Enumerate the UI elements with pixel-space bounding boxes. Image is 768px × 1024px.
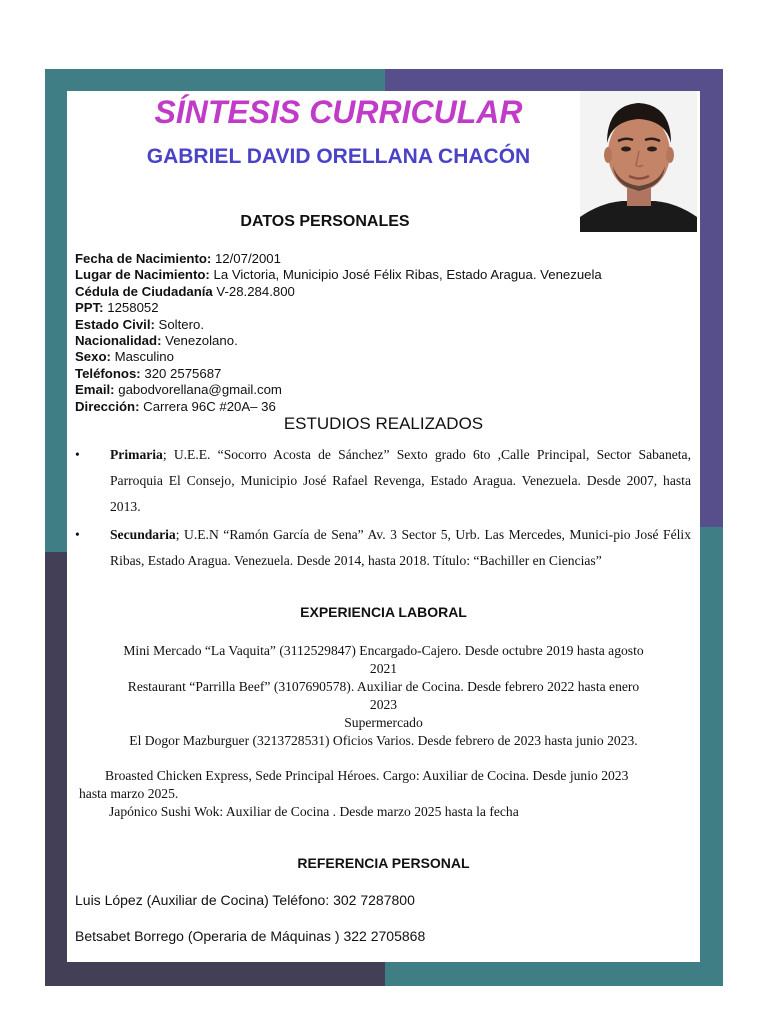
field-label: Teléfonos: xyxy=(75,365,141,381)
personal-data-row xyxy=(75,382,602,398)
education-level: Primaria xyxy=(110,447,163,462)
email-value: gabodvorellana@gmail.com xyxy=(114,382,282,398)
field-label: Fecha de Nacimiento: xyxy=(75,251,212,266)
education-item-primary xyxy=(75,442,691,520)
education-details: ; U.E.E. “Socorro Acosta de Sánchez” Sexto grado 6to ,Calle Principal, Sector Sabaneta, Parroquia El Consejo, Municipio José Rafael Revenga, Estado Aragua. Venezuela. Desde 2007, hasta 2013. xyxy=(110,447,691,514)
personal-data-row xyxy=(75,284,602,300)
personal-data-row xyxy=(75,366,602,382)
experience-heading: EXPERIENCIA LABORAL xyxy=(300,604,467,620)
personal-data-row xyxy=(75,300,602,316)
field-label: Sexo: xyxy=(75,349,111,365)
personal-data-row xyxy=(75,251,602,267)
field-value: Soltero. xyxy=(154,316,204,332)
personal-data-row xyxy=(75,317,602,333)
bullet-icon: • xyxy=(75,447,80,462)
field-label: PPT: xyxy=(75,300,104,316)
field-label: Nacionalidad: xyxy=(75,333,162,349)
field-value: Masculino xyxy=(110,349,174,365)
education-item-secondary xyxy=(75,522,691,574)
education-details: ; U.E.N “Ramón García de Sena” Av. 3 Sector 5, Urb. Las Mercedes, Munici-pio José Félix Ribas, Estado Aragua. Venezuela. Desde 2014, hasta 2018. Título: “Bachiller en Ciencias” xyxy=(110,527,691,568)
candidate-name: GABRIEL DAVID ORELLANA CHACÓN xyxy=(146,145,531,168)
job-line: Mini Mercado “La Vaquita” (3112529847) Encargado-Cajero. Desde octubre 2019 hasta agosto xyxy=(123,643,644,658)
personal-data-row xyxy=(75,267,602,283)
field-label: Email: xyxy=(75,382,115,398)
references-heading: REFERENCIA PERSONAL xyxy=(297,855,470,871)
personal-data-row xyxy=(75,399,602,415)
personal-data-heading: DATOS PERSONALES xyxy=(240,213,410,230)
education-level: Secundaria xyxy=(110,527,176,542)
job-broasted-chicken: Broasted Chicken Express, Sede Principal Héroes. Cargo: Auxiliar de Cocina. Desde junio 2023 xyxy=(105,768,629,783)
field-value: V-28.284.800 xyxy=(212,283,295,299)
field-label: Dirección: xyxy=(75,398,140,414)
job-line: Restaurant “Parrilla Beef” (3107690578). Auxiliar de Cocina. Desde febrero 2022 hasta enero xyxy=(127,679,640,694)
reference-item: Luis López (Auxiliar de Cocina) Teléfono: 302 7287800 xyxy=(75,892,415,908)
job-line: 2023 xyxy=(369,697,398,712)
resume-title: SÍNTESIS CURRICULAR xyxy=(154,94,523,130)
field-value: 1258052 xyxy=(103,300,159,316)
field-label: Lugar de Nacimiento: xyxy=(75,267,210,283)
job-sushi-wok: Japónico Sushi Wok: Auxiliar de Cocina . Desde marzo 2025 hasta la fecha xyxy=(109,804,519,819)
personal-data-row xyxy=(75,349,602,365)
personal-data-row xyxy=(75,333,602,349)
personal-data-list xyxy=(75,251,602,415)
education-heading: ESTUDIOS REALIZADOS xyxy=(283,414,484,433)
bullet-icon: • xyxy=(75,527,80,542)
job-broasted-chicken-cont: hasta marzo 2025. xyxy=(79,786,179,801)
job-el-dogor xyxy=(67,714,700,750)
job-line: El Dogor Mazburguer (3213728531) Oficios Varios. Desde febrero de 2023 hasta junio 2023. xyxy=(129,733,638,748)
field-value: Carrera 96C #20A– 36 xyxy=(139,398,276,414)
field-label: Estado Civil: xyxy=(75,316,155,332)
job-mini-mercado xyxy=(67,642,700,678)
job-line: 2021 xyxy=(369,661,398,676)
field-label: Cédula de Ciudadanía xyxy=(75,283,213,299)
reference-item: Betsabet Borrego (Operaria de Máquinas ) 322 2705868 xyxy=(75,928,426,944)
field-value: 12/07/2001 xyxy=(211,251,281,266)
field-value: 320 2575687 xyxy=(140,365,222,381)
field-value: Venezolano. xyxy=(161,333,238,349)
field-value: La Victoria, Municipio José Félix Ribas, Estado Aragua. Venezuela xyxy=(209,267,602,283)
job-line: Supermercado xyxy=(344,715,423,730)
job-parrilla-beef xyxy=(67,678,700,714)
